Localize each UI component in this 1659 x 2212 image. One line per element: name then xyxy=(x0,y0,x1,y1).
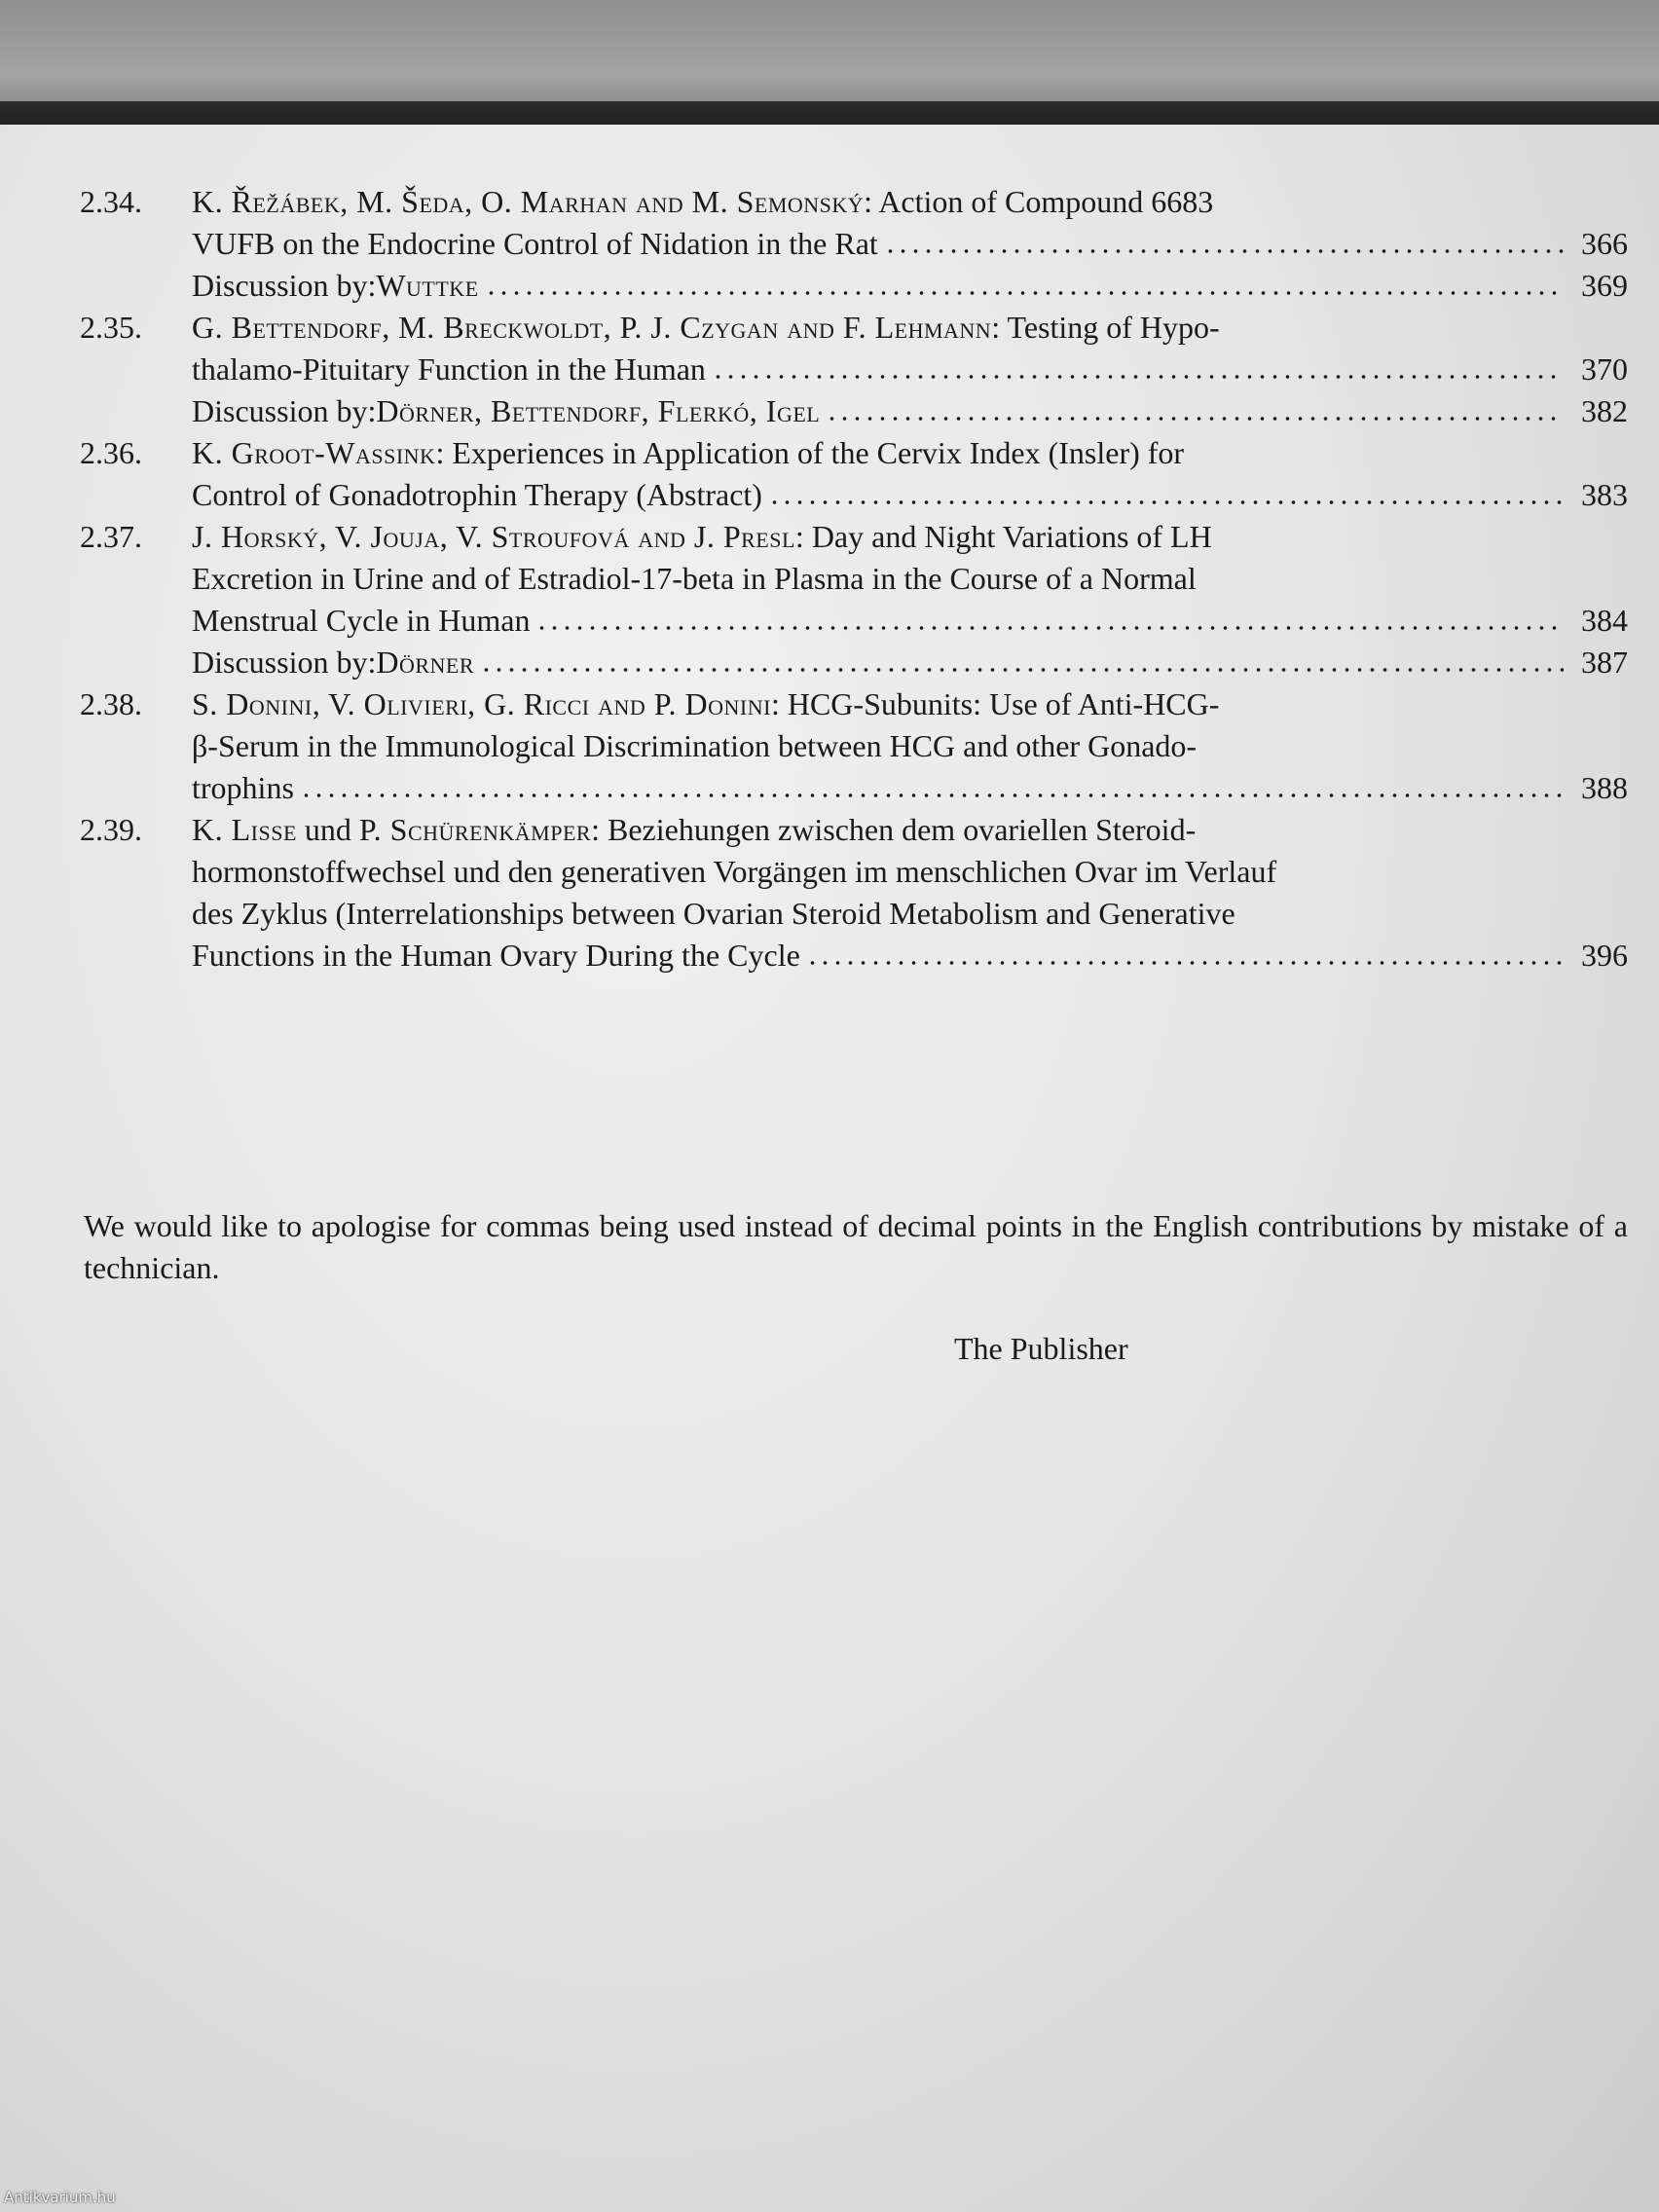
entry-title-last: VUFB on the Endocrine Control of Nidation in the Rat xyxy=(192,226,878,261)
toc-entry-2-34 xyxy=(80,181,1628,307)
dot-leader xyxy=(884,247,1564,255)
dot-leader xyxy=(806,959,1564,967)
entry-page: 370 xyxy=(1581,351,1628,387)
entry-page: 384 xyxy=(1581,603,1628,638)
dot-leader xyxy=(768,498,1564,506)
entry-authors: K. Groot-Wassink xyxy=(192,435,436,470)
entry-authors: K. Lisse xyxy=(192,812,297,847)
entry-title-lead: : HCG-Subunits: Use of Anti-HCG- xyxy=(770,686,1220,721)
entry-number: 2.39. xyxy=(80,812,142,847)
entry-title-lead: : Testing of Hypo- xyxy=(991,310,1220,345)
discussion-line xyxy=(192,390,1628,432)
entry-title-mid-2: des Zyklus (Interrelationships between Ovarian Steroid Metabolism and Generative xyxy=(192,896,1235,931)
discussion-label: Discussion by: xyxy=(192,268,377,303)
dot-leader xyxy=(535,624,1564,632)
entry-title-lead: : Day and Night Variations of LH xyxy=(794,519,1212,554)
entry-line-last xyxy=(192,349,1628,390)
entry-line xyxy=(192,683,1628,725)
entry-authors: S. Donini, V. Olivieri, G. Ricci and P. Donini xyxy=(192,686,771,721)
entry-title-lead: : Action of Compound 6683 xyxy=(864,184,1214,219)
dot-leader xyxy=(826,415,1564,423)
entry-body xyxy=(192,516,1628,683)
entry-authors: K. Řežábek, M. Šeda, O. Marhan and M. Semonský xyxy=(192,184,865,219)
entry-line-last xyxy=(192,474,1628,516)
entry-line-last xyxy=(192,600,1628,642)
entry-line xyxy=(192,809,1628,851)
entry-authors: J. Horský, V. Jouja, V. Stroufová and J. Presl xyxy=(192,519,795,554)
entry-line xyxy=(192,181,1628,223)
entry-line-last xyxy=(192,767,1628,809)
entry-title-last: Menstrual Cycle in Human xyxy=(192,603,531,638)
discussion-line xyxy=(192,642,1628,683)
discussion-page: 369 xyxy=(1581,268,1628,303)
discussion-names: Wuttke xyxy=(376,268,479,303)
toc-entry-2-39 xyxy=(80,809,1628,977)
entry-body xyxy=(192,683,1628,809)
entry-title-last: Control of Gonadotrophin Therapy (Abstract) xyxy=(192,477,762,512)
entry-line-last xyxy=(192,223,1628,265)
entry-line-last xyxy=(192,935,1628,977)
discussion-page: 382 xyxy=(1581,393,1628,428)
entry-page: 396 xyxy=(1581,938,1628,973)
entry-line xyxy=(192,516,1628,558)
entry-number: 2.34. xyxy=(80,184,142,219)
dot-leader xyxy=(485,289,1564,297)
publisher-note: We would like to apologise for commas being used instead of decimal points in the English contributions by mistake of a technician. xyxy=(84,1208,1628,1285)
table-of-contents xyxy=(80,181,1628,977)
publisher-signature: The Publisher xyxy=(954,1331,1128,1366)
watermark: Antikvarium.hu xyxy=(4,2189,116,2206)
toc-entry-2-36 xyxy=(80,432,1628,516)
entry-title-mid: Excretion in Urine and of Estradiol-17-beta in Plasma in the Course of a Normal xyxy=(192,561,1197,596)
dot-leader xyxy=(300,792,1564,799)
entry-title-lead: : Experiences in Application of the Cervix Index (Insler) for xyxy=(435,435,1185,470)
entry-body xyxy=(192,432,1628,516)
entry-body xyxy=(192,307,1628,432)
entry-authors: G. Bettendorf, M. Breckwoldt, P. J. Czygan and F. Lehmann xyxy=(192,310,992,345)
entry-body xyxy=(192,809,1628,977)
entry-line xyxy=(192,432,1628,474)
entry-title-mid: hormonstoffwechsel und den generativen Vorgängen im menschlichen Ovar im Verlauf xyxy=(192,854,1277,889)
entry-number: 2.36. xyxy=(80,435,142,470)
toc-entry-2-37 xyxy=(80,516,1628,683)
entry-body xyxy=(192,181,1628,307)
entry-page: 383 xyxy=(1581,477,1628,512)
entry-line xyxy=(192,725,1628,767)
toc-entry-2-38 xyxy=(80,683,1628,809)
entry-title-lead: : Beziehungen zwischen dem ovariellen Steroid- xyxy=(591,812,1197,847)
entry-authors-second: P. Schürenkämper xyxy=(358,812,592,847)
entry-line xyxy=(192,558,1628,600)
entry-title-mid: β-Serum in the Immunological Discrimination between HCG and other Gonado- xyxy=(192,728,1198,763)
entry-page: 366 xyxy=(1581,226,1628,261)
entry-line xyxy=(192,851,1628,893)
discussion-names: Dörner, Bettendorf, Flerkó, Igel xyxy=(376,393,821,428)
discussion-label: Discussion by: xyxy=(192,393,377,428)
dot-leader xyxy=(480,666,1564,674)
discussion-line xyxy=(192,265,1628,307)
entry-line xyxy=(192,307,1628,349)
entry-line xyxy=(192,893,1628,935)
entry-connector: und xyxy=(296,812,359,847)
discussion-page: 387 xyxy=(1581,645,1628,680)
dot-leader xyxy=(712,373,1564,381)
entry-title-last: trophins xyxy=(192,770,294,805)
entry-title-last: thalamo-Pituitary Function in the Human xyxy=(192,351,706,387)
discussion-label: Discussion by: xyxy=(192,645,377,680)
entry-number: 2.37. xyxy=(80,519,142,554)
discussion-names: Dörner xyxy=(376,645,475,680)
toc-entry-2-35 xyxy=(80,307,1628,432)
entry-title-last: Functions in the Human Ovary During the Cycle xyxy=(192,938,800,973)
entry-page: 388 xyxy=(1581,770,1628,805)
entry-number: 2.35. xyxy=(80,310,142,345)
entry-number: 2.38. xyxy=(80,686,142,721)
